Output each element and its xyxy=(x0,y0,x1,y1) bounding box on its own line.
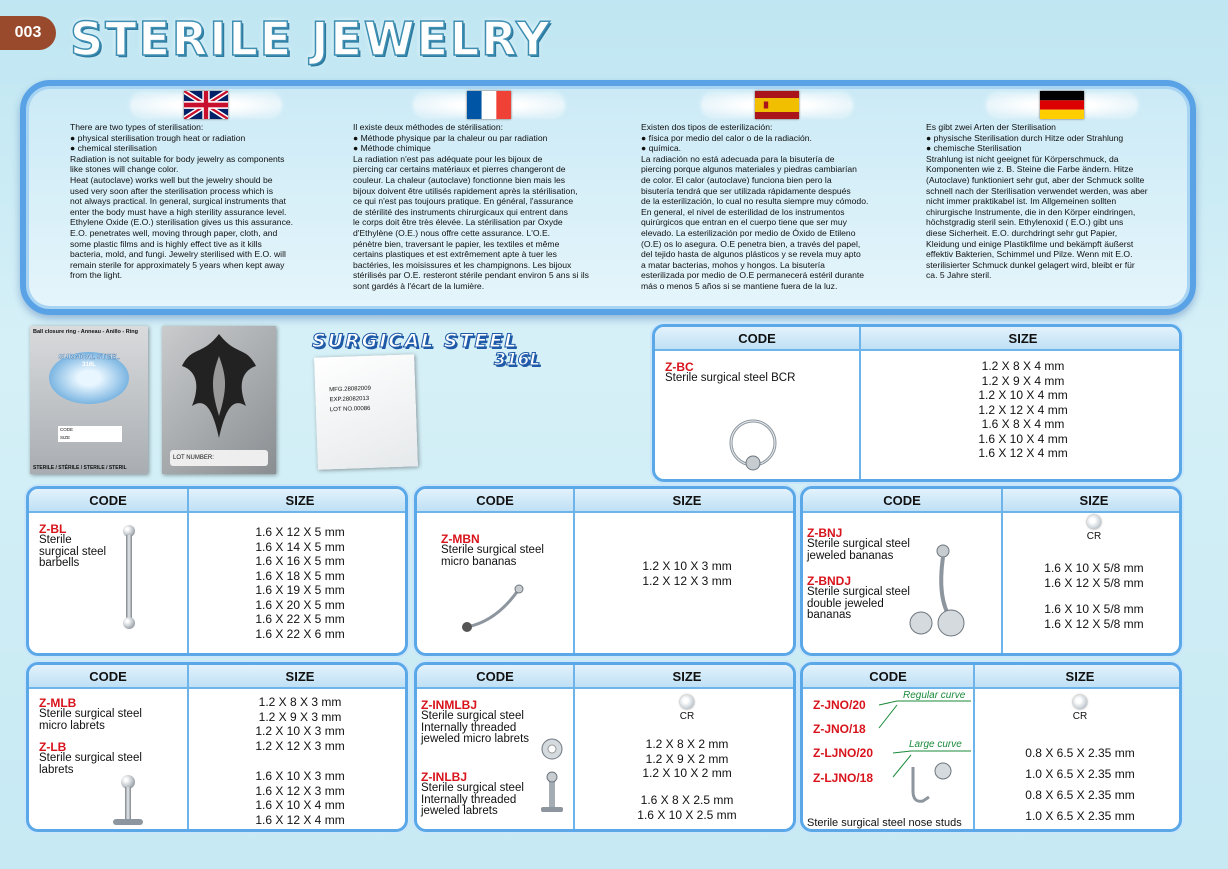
size-list-2 xyxy=(1003,602,1182,631)
size-row: 1.6 X 12 X 3 mm xyxy=(255,783,345,798)
size-row: 1.6 X 10 X 4 mm xyxy=(255,798,345,812)
size-row: 1.2 X 8 X 2 mm xyxy=(645,737,729,751)
cr-label: CR xyxy=(679,711,695,722)
panel-z-inmlbj xyxy=(414,662,796,832)
tribal-card-image xyxy=(162,326,276,474)
french-column xyxy=(353,94,625,292)
size-row: 1.6 X 8 X 2.5 mm xyxy=(640,793,734,807)
sterilisation-info-panel xyxy=(20,80,1196,315)
product-code: Z-BC xyxy=(665,360,694,374)
uk-flag-icon xyxy=(184,91,228,119)
size-row: 1.2 X 8 X 4 mm xyxy=(981,359,1065,373)
blister-card-image xyxy=(30,326,148,474)
size-row: 1.2 X 12 X 3 mm xyxy=(642,573,732,588)
bag-exp-line: EXP.28082013 xyxy=(329,395,370,404)
sterile-bag-image xyxy=(314,354,418,469)
size-row: 1.6 X 10 X 5/8 mm xyxy=(1044,561,1144,575)
size-row: 1.6 X 22 X 6 mm xyxy=(255,626,345,641)
size-row: 1.2 X 9 X 2 mm xyxy=(645,751,729,766)
size-row: 1.0 X 6.5 X 2.35 mm xyxy=(1025,809,1135,823)
size-row: 1.2 X 12 X 3 mm xyxy=(255,738,345,753)
product-code-2: Z-BNDJ xyxy=(807,574,851,588)
size-header: SIZE xyxy=(575,665,796,689)
product-code-jno18: Z-JNO/18 xyxy=(813,722,866,736)
size-row: 1.2 X 9 X 3 mm xyxy=(258,709,342,724)
size-row: 1.0 X 6.5 X 2.35 mm xyxy=(1025,767,1135,781)
jeweled-labret-icon xyxy=(535,735,569,815)
large-curve-label: Large curve xyxy=(909,739,962,750)
cr-gem-icon xyxy=(1073,695,1087,709)
panel-z-jno xyxy=(800,662,1182,832)
size-row: 1.6 X 12 X 4 mm xyxy=(978,446,1068,460)
size-row: 1.6 X 19 X 5 mm xyxy=(255,583,345,597)
surgical-steel-sub: 316L xyxy=(494,350,541,370)
product-code: Z-MLB xyxy=(39,696,77,710)
lot-number-label: LOT NUMBER: xyxy=(170,450,268,466)
size-list xyxy=(975,743,1182,827)
page-number: 003 xyxy=(0,16,56,50)
size-header: SIZE xyxy=(575,489,796,513)
code-header: CODE xyxy=(803,665,973,689)
card-logo-sub: 316L xyxy=(82,362,96,368)
code-header: CODE xyxy=(417,665,573,689)
regular-curve-label: Regular curve xyxy=(903,690,966,701)
size-list xyxy=(575,559,796,588)
bcr-ring-icon xyxy=(723,415,783,471)
size-header: SIZE xyxy=(975,665,1182,689)
size-row: 1.2 X 10 X 3 mm xyxy=(255,724,345,738)
jeweled-banana-icon xyxy=(907,539,977,639)
card-size-label: SIZE xyxy=(60,435,71,440)
german-text: Es gibt zwei Arten der Sterilisation ● physische Sterilisation durch Hitze oder Strahlung ● chemische Sterilisation Strahlung ist nicht geeignet für Körperschmuck, da Komponenten wie z. B. Steine die Farbe ändern. Hitze (Autoclave) funktioniert sehr gut, aber der Schmuck sollte schnell nach der Sterilisation verwendet werden, was aber nicht immer praktikabel ist. Im Allgemeinen sollten chirurgische Instrumente, die in den Körper eindringen, höchstgradig steril sein. Ethylenoxid ( E.O.) gibt uns diese Sicherheit. E.O. durchdringt sehr gut Papier, Kleidung und einige Plastikfilme und bekämpft äußerst effektiv Bakterien, Schimmel und Pilze. Wenn mit E.O. sterilisierter Schmuck dunkel gelagert wird, bleibt er für ca. 5 Jahre steril. xyxy=(926,122,1148,281)
size-row: 1.2 X 9 X 4 mm xyxy=(981,373,1065,388)
product-desc: Sterile surgical steel micro labrets xyxy=(39,708,142,732)
german-column xyxy=(926,94,1198,281)
size-header: SIZE xyxy=(861,327,1182,351)
size-row: 1.6 X 10 X 5/8 mm xyxy=(1044,602,1144,616)
french-text: Il existe deux méthodes de stérilisation: ● Méthode physique par la chaleur ou par radiation ● Méthode chimique La radiation n'est pas adéquate pour les bijoux de piercing car certains matériaux et pierres changeront de couleur. La chaleur (autoclave) fonctionne bien mais les bijoux doivent être utilisés rapidement après la stérilisation, ce qui n'est pas toujours pratique. En général, l'assurance de stérilité des instruments chirurgicaux qui entrent dans le corps doit être très élevée. La stérilisation par Oxyde d'Ethylène (O.E.) nous offre cette assurance. L'O.E. pénètre bien, traversant le papier, les textiles et même certains plastiques et est extrêmement apte à tuer les bactéries, les moisissures et les champignons. Les bijoux stérilisés par O.E. resteront stérile pendant environ 5 ans si ils sont gardés à l'écart de la lumière. xyxy=(353,122,589,291)
tribal-design-icon xyxy=(162,326,276,446)
panel-z-mbn xyxy=(414,486,796,656)
size-row: 1.6 X 22 X 5 mm xyxy=(255,612,345,626)
size-row: 1.2 X 10 X 2 mm xyxy=(642,766,732,780)
size-list xyxy=(189,525,408,641)
size-list xyxy=(575,737,796,781)
nose-stud-icon xyxy=(903,761,959,809)
size-row: 1.6 X 10 X 3 mm xyxy=(255,769,345,783)
product-desc: Sterile surgical steel micro bananas xyxy=(441,544,544,568)
size-list-2 xyxy=(575,793,796,822)
english-text: There are two types of sterilisation: ● physical sterilisation trough heat or radiation ● chemical sterilisation Radiation is not suitable for body jewelry as components like stones will change color. Heat (autoclave) works well but the jewelry should be used very soon after the sterilisation process which is not always practical. In general, surgical instruments that enter the body must have a high sterility assurance level. Ethylene Oxide (E.O.) sterilisation gives us this assurance. E.O. penetrates well, moving through paper, cloth, and some plastic films and is highly effect tive as it kills bacteria, mold, and fungi. Jewelry sterilised with E.O. will remain sterile for approximately 5 years when kept away from the light. xyxy=(70,122,294,281)
size-row: 1.6 X 20 X 5 mm xyxy=(255,597,345,612)
france-flag-icon xyxy=(467,91,511,119)
size-row: 0.8 X 6.5 X 2.35 mm xyxy=(1025,788,1135,802)
size-row: 1.6 X 8 X 4 mm xyxy=(981,417,1065,431)
product-code-2: Z-LB xyxy=(39,740,67,754)
product-code-2: Z-INLBJ xyxy=(421,770,467,784)
size-row: 1.6 X 10 X 4 mm xyxy=(978,431,1068,446)
card-logo: SURGICAL STEEL xyxy=(58,354,120,361)
size-row: 1.6 X 14 X 5 mm xyxy=(255,539,345,554)
size-row: 1.2 X 10 X 4 mm xyxy=(978,388,1068,402)
code-header: CODE xyxy=(655,327,859,351)
size-row: 1.6 X 12 X 5/8 mm xyxy=(1044,616,1144,631)
panel-z-mlb xyxy=(26,662,408,832)
size-list xyxy=(1003,561,1182,590)
cr-gem-icon xyxy=(680,695,694,709)
size-header: SIZE xyxy=(1003,489,1182,513)
size-row: 1.2 X 10 X 3 mm xyxy=(642,559,732,573)
product-desc: Sterile surgical steel barbells xyxy=(39,534,107,569)
page-title: STERILE JEWELRY xyxy=(70,12,552,66)
size-row: 1.2 X 8 X 3 mm xyxy=(258,695,342,709)
size-list-2 xyxy=(189,769,408,827)
product-code: Z-INMLBJ xyxy=(421,698,477,712)
size-row: 1.6 X 12 X 5/8 mm xyxy=(1044,575,1144,590)
product-desc-2: Sterile surgical steel labrets xyxy=(39,752,142,776)
cr-gem-icon xyxy=(1087,515,1101,529)
size-row: 0.8 X 6.5 X 2.35 mm xyxy=(1025,746,1135,760)
size-row: 1.6 X 12 X 5 mm xyxy=(255,525,345,539)
product-desc: Sterile surgical steel nose studs xyxy=(807,817,962,829)
bag-mfg-line: MFG.28082009 xyxy=(329,385,372,394)
code-header: CODE xyxy=(417,489,573,513)
spanish-text: Existen dos tipos de esterilización: ● física por medio del calor o de la radiación. ● química. La radiación no está adecuada para la bisutería de piercing porque algunos materiales y piedras cambiarían de color. El calor (autoclave) funciona bien pero la bisutería tendrá que ser utilizada rápidamente después de la esterilización, lo cual no resulta siempre muy cómodo. En general, el nivel de esterilidad de los instrumentos quirúrgicos que entran en el cuerpo tiene que ser muy elevado. La esterilización por medio de Óxido de Etileno (O.E) os lo asegura. O.E penetra bien, a través del papel, del tejido hasta de algunos plásticos y se revela muy apto a matar bacterias, mohos y hongos. La bisutería esterilizada por medio de O.E permanecerá estéril durante más o menos 5 años si se mantiene fuera de la luz. xyxy=(641,122,869,291)
germany-flag-icon xyxy=(1040,91,1084,119)
product-desc: Sterile surgical steel jeweled bananas xyxy=(807,538,910,562)
panel-z-bl xyxy=(26,486,408,656)
product-code: Z-BL xyxy=(39,522,67,536)
size-list xyxy=(189,695,408,753)
size-row: 1.2 X 12 X 4 mm xyxy=(978,402,1068,417)
size-row: 1.6 X 16 X 5 mm xyxy=(255,554,345,568)
panel-z-bc xyxy=(652,324,1182,482)
product-desc: Sterile surgical steel BCR xyxy=(665,372,796,384)
card-bottom-text: STERILE / STÉRILE / STERILE / STERIL xyxy=(33,465,127,471)
surgical-steel-logo xyxy=(312,330,572,370)
cr-label: CR xyxy=(1072,711,1088,722)
size-row: 1.6 X 18 X 5 mm xyxy=(255,568,345,583)
product-code: Z-MBN xyxy=(441,532,480,546)
cr-label: CR xyxy=(1086,531,1102,542)
size-list xyxy=(861,359,1182,461)
product-desc: Sterile surgical steel Internally threaded jeweled micro labrets xyxy=(421,710,530,745)
card-code-label: CODE xyxy=(60,427,74,432)
spain-flag-icon xyxy=(755,91,799,119)
size-header: SIZE xyxy=(189,489,408,513)
panel-z-bnj xyxy=(800,486,1182,656)
spanish-column xyxy=(641,94,913,292)
size-header: SIZE xyxy=(189,665,408,689)
surgical-steel-title: SURGICAL STEEL xyxy=(312,330,519,352)
english-column xyxy=(70,94,342,281)
bag-lot-line: LOT NO.00086 xyxy=(329,405,371,414)
product-code-jno20: Z-JNO/20 xyxy=(813,698,866,712)
card-top-text: Ball closure ring - Anneau - Anillo - Ring xyxy=(33,329,139,335)
product-desc-2: Sterile surgical steel Internally threaded jeweled labrets xyxy=(421,782,524,817)
code-header: CODE xyxy=(29,489,187,513)
product-code-ljno20: Z-LJNO/20 xyxy=(813,746,874,760)
product-code-ljno18: Z-LJNO/18 xyxy=(813,771,874,785)
product-desc-2: Sterile surgical steel double jeweled bananas xyxy=(807,586,910,621)
product-code: Z-BNJ xyxy=(807,526,843,540)
code-header: CODE xyxy=(29,665,187,689)
micro-banana-icon xyxy=(457,581,537,641)
size-row: 1.6 X 10 X 2.5 mm xyxy=(637,807,737,822)
code-header: CODE xyxy=(803,489,1001,513)
size-row: 1.6 X 12 X 4 mm xyxy=(255,812,345,827)
